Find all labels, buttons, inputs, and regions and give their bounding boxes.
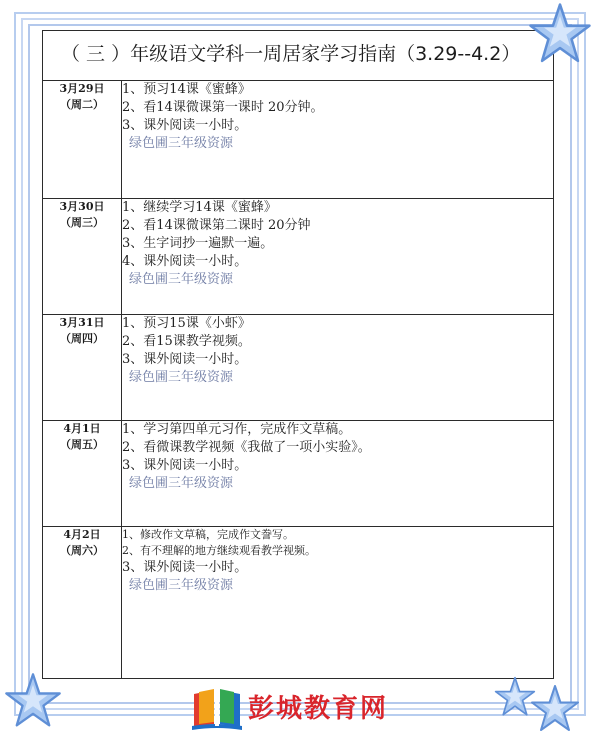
task-item: 3、课外阅读一小时。 <box>122 560 248 575</box>
date-label: 4月1日 <box>63 422 101 435</box>
task-item: 2、看微课教学视频《我做了一项小实验》。 <box>122 440 371 455</box>
task-item: 3、生字词抄一遍默一遍。 <box>122 236 274 251</box>
date-label: 4月2日 <box>63 528 101 541</box>
tasks-cell <box>122 527 554 679</box>
star-icon <box>530 684 580 734</box>
date-label: 3月29日 <box>59 82 105 95</box>
task-item: 1、修改作文草稿，完成作文誊写。 <box>122 528 294 541</box>
source-watermark: 绿色圃三年级资源 <box>129 476 234 491</box>
tasks-cell <box>122 199 554 315</box>
task-item: 1、学习第四单元习作，完成作文草稿。 <box>122 422 352 437</box>
weekday-label: （周三） <box>60 216 104 229</box>
task-item: 2、看15课教学视频。 <box>122 334 251 349</box>
logo-text: 彭城教育网 <box>248 694 389 724</box>
table-row <box>43 199 554 315</box>
task-item: 2、有不理解的地方继续观看教学视频。 <box>122 544 316 557</box>
task-item: 1、继续学习14课《蜜蜂》 <box>122 200 277 215</box>
task-item: 2、看14课微课第一课时 20分钟。 <box>122 100 324 115</box>
date-label: 3月30日 <box>59 200 105 213</box>
date-label: 3月31日 <box>59 316 105 329</box>
star-icon <box>528 2 592 66</box>
date-cell <box>43 315 122 421</box>
task-item: 3、课外阅读一小时。 <box>122 118 248 133</box>
page-title: （ 三 ）年级语文学科一周居家学习指南（3.29--4.2） <box>61 43 521 65</box>
date-cell <box>43 199 122 315</box>
title-box <box>42 30 554 80</box>
book-icon <box>190 684 244 730</box>
source-watermark: 绿色圃三年级资源 <box>129 578 234 593</box>
tasks-cell <box>122 315 554 421</box>
date-cell <box>43 81 122 199</box>
task-item: 3、课外阅读一小时。 <box>122 458 248 473</box>
weekday-label: （周五） <box>60 438 104 451</box>
table-row <box>43 421 554 527</box>
source-watermark: 绿色圃三年级资源 <box>129 370 234 385</box>
weekday-label: （周二） <box>60 98 104 111</box>
tasks-cell <box>122 421 554 527</box>
task-item: 4、课外阅读一小时。 <box>122 254 248 269</box>
study-guide-table <box>42 80 554 679</box>
table-row <box>43 315 554 421</box>
weekday-label: （周六） <box>60 544 104 557</box>
task-item: 1、预习15课《小虾》 <box>122 316 251 331</box>
task-item: 3、课外阅读一小时。 <box>122 352 248 367</box>
task-item: 2、看14课微课第二课时 20分钟 <box>122 218 311 233</box>
table-row <box>43 527 554 679</box>
weekday-label: （周四） <box>60 332 104 345</box>
tasks-cell <box>122 81 554 199</box>
table-row <box>43 81 554 199</box>
star-icon <box>4 672 62 730</box>
task-item: 1、预习14课《蜜蜂》 <box>122 82 251 97</box>
date-cell <box>43 527 122 679</box>
source-watermark: 绿色圃三年级资源 <box>129 136 234 151</box>
source-watermark: 绿色圃三年级资源 <box>129 272 234 287</box>
date-cell <box>43 421 122 527</box>
site-logo <box>190 684 450 732</box>
